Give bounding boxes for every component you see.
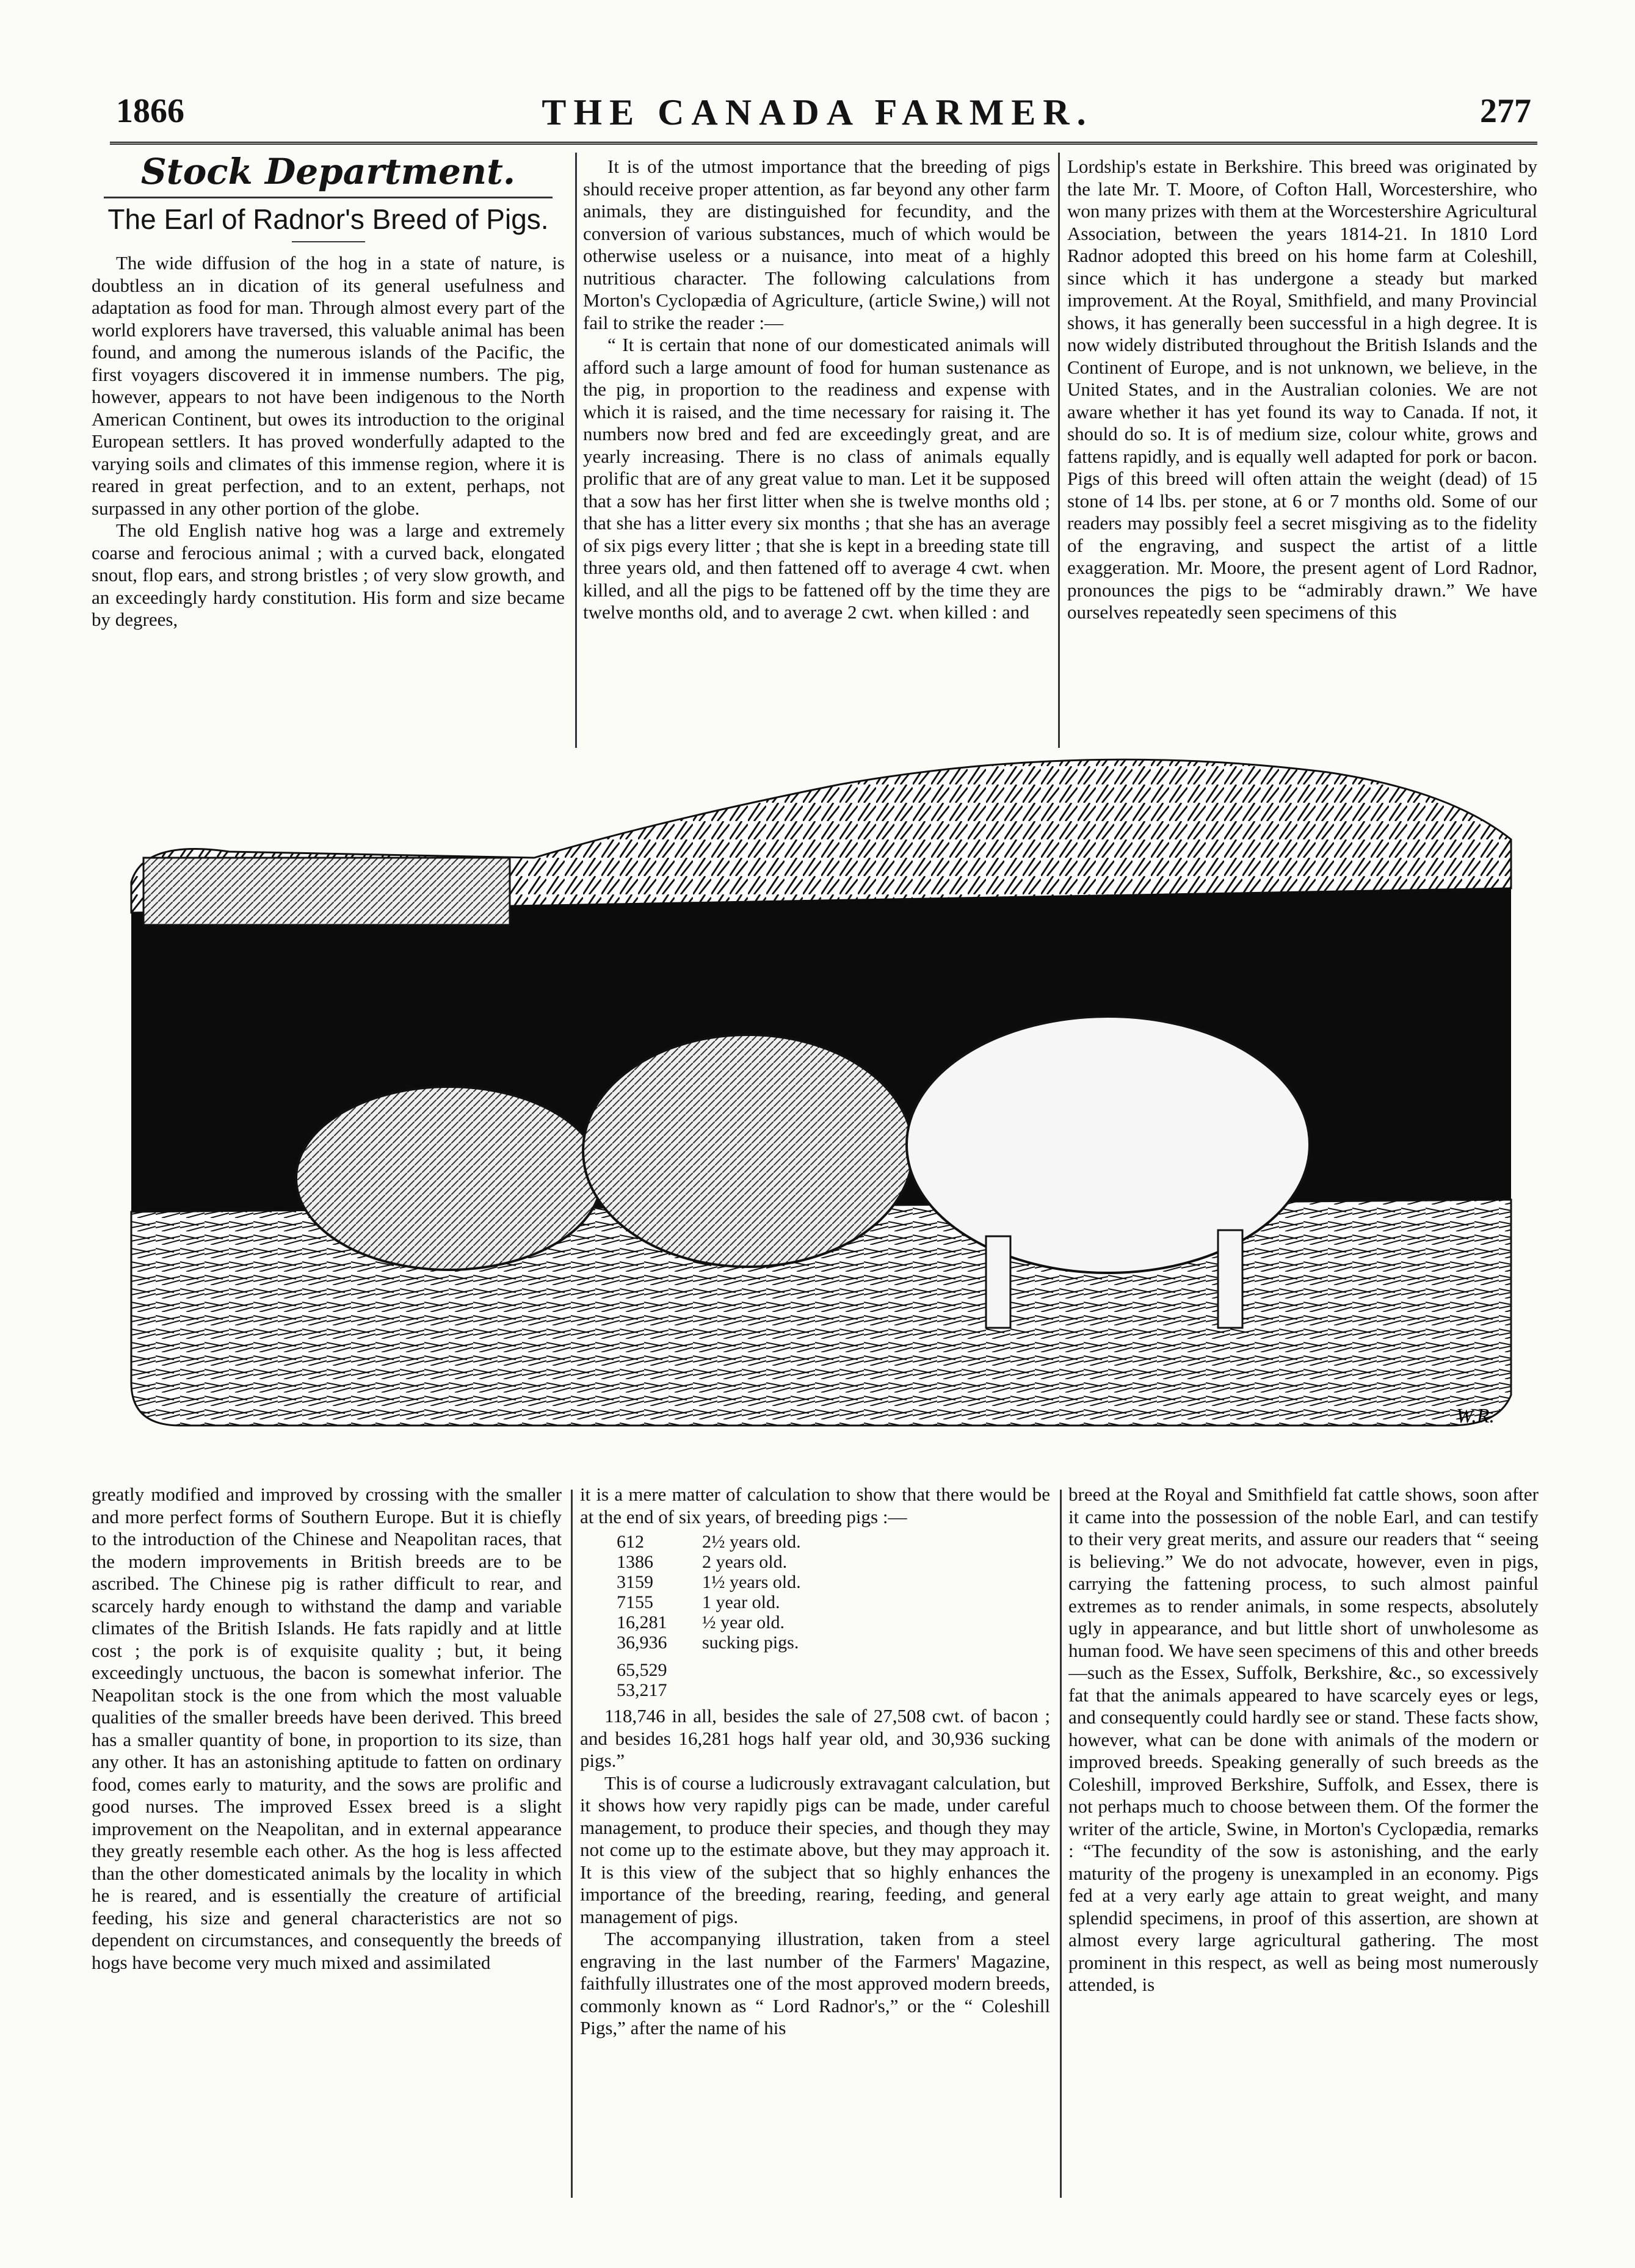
table-count: 16,281 xyxy=(617,1612,667,1632)
column-6 xyxy=(1068,1484,1539,2204)
column-1 xyxy=(92,156,565,751)
table-age: 1½ years old. xyxy=(702,1572,801,1592)
column-4 xyxy=(92,1484,562,2204)
table-row xyxy=(617,1552,1050,1572)
masthead-title: THE CANADA FARMER. xyxy=(542,92,1093,132)
table-count: 3159 xyxy=(617,1572,653,1592)
pig-right xyxy=(907,1016,1310,1273)
paragraph: This is of course a ludicrously extravagant calculation, but it shows how very rapidly pigs can be made, under careful management, to produce their species, and though they may not come up to the estimate above, but they may approach it. It is this view of the subject that so highly enhances the importance of the breeding, rearing, feeding, and general management of pigs. xyxy=(580,1772,1050,1927)
table-sum: 65,529 xyxy=(617,1660,667,1680)
paragraph: It is of the utmost importance that the breeding of pigs should receive proper attention, as far beyond any other farm animals, they are distinguished for fecundity, and the conversion of various substances, much of which would be otherwise useless or a nuisance, into meat of a highly nutritious character. The following calculations from Morton's Cyclopædia of Agriculture, (article Swine,) will not fail to strike the reader :— xyxy=(583,156,1050,333)
table-count: 1386 xyxy=(617,1552,653,1572)
paragraph: The accompanying illustration, taken from a steel engraving in the last number of the Farmers' Magazine, faithfully illustrates one of the most approved modern breeds, commonly known as “ Lord Radnor's,” or the “ Coleshill Pigs,” after the name of his xyxy=(580,1928,1050,2038)
table-age: ½ year old. xyxy=(702,1612,785,1632)
table-row xyxy=(617,1592,1050,1612)
paragraph: breed at the Royal and Smithfield fat cattle shows, soon after it came into the possession of the noble Earl, and can testify to their very great merits, and assure our readers that “ seeing is believing.” We do not advocate, however, even in pigs, carrying the fattening process, to such almost painful extremes as to render animals, in some respects, absolutely ugly in appearance, and but little short of unwholesome as human food. We have seen specimens of this and other breeds—such as the Essex, Suffolk, Berkshire, &c., so excessively fat that the animals appeared to have scarcely eyes or legs, and consequently could hardly see or stand. These facts show, however, what can be done with animals of the modern or improved breeds. Speaking generally of such breeds as the Coleshill, improved Berkshire, Suffolk, and Essex, there is not perhaps much to choose between them. Of the former the writer of the article, Swine, in Morton's Cyclopædia, remarks : “The fecundity of the sow is astonishing, and the early maturity of the progeny is unexampled in an economy. Pigs fed at a very early age attain to great weight, and many splendid specimens, in proof of this assertion, are shown at almost every large agricultural gathering. The most prominent in this respect, as well as being most numerously attended, is xyxy=(1068,1484,1539,1995)
table-age: sucking pigs. xyxy=(702,1632,799,1653)
paragraph: The wide diffusion of the hog in a state of nature, is doubtless an in dication of its general usefulness and adaptation as food for man. Through almost every part of the world explorers have traversed, this valuable animal has been found, and among the numerous islands of the Pacific, the first voyagers discovered it in immense numbers. The pig, however, appears to not have been indigenous to the North American Continent, but owes its introduction to the original European settlers. It has proved wonderfully adapted to the varying soils and climates of this immense region, where it is reared in great perfection, and to an extent, perhaps, not surpassed in any other portion of the globe. xyxy=(92,252,565,519)
engraver-signature: W.R. xyxy=(1456,1405,1495,1427)
table-age: 1 year old. xyxy=(702,1592,780,1612)
paragraph: greatly modified and improved by crossing with the smaller and more perfect forms of Southern Europe. But it is chiefly to the introduction of the Chinese and Neapolitan races, that the modern improvements in British breeds are to be ascribed. The Chinese pig is rather difficult to rear, and scarcely hardy enough to withstand the damp and variable climates of the British Islands. He fats rapidly and at little cost ; the pork is of exquisite quality ; but, it being exceedingly unctuous, the bacon is somewhat inferior. The Neapolitan stock is the one from which the most valuable qualities of the smaller breeds have been derived. This breed has a smaller quantity of bone, in proportion to its size, than any other. It has an astonishing aptitude to fatten on ordinary food, comes early to maturity, and the sows are prolific and good nurses. The improved Essex breed is a slight improvement on the Neapolitan, and in external appearance they greatly resemble each other. As the hog is less affected than the other domesticated animals by the locality in which he is reared, and is essentially the creature of artificial feeding, his size and general characteristics are not so dependent on circumstances, and consequently the breeds of hogs have become very much mixed and assimilated xyxy=(92,1484,562,1973)
page-number: 277 xyxy=(1480,92,1531,130)
table-sum: 53,217 xyxy=(617,1680,667,1700)
breeding-table xyxy=(617,1532,1050,1700)
pig-middle xyxy=(583,1035,913,1267)
pig-left xyxy=(296,1087,601,1270)
table-age: 2 years old. xyxy=(702,1552,788,1572)
title-rule xyxy=(292,241,365,242)
paragraph: Lordship's estate in Berkshire. This breed was originated by the late Mr. T. Moore, of Cofton Hall, Worcestershire, who won many prizes with them at the Worcestershire Agricultural Association, between the years 1814-21. In 1810 Lord Radnor adopted this breed on his home farm at Coleshill, since which it has undergone a steady but marked improvement. At the Royal, Smithfield, and many Provincial shows, it has generally been successful in a high degree. It is now widely distributed throughout the British Islands and the Continent of Europe, and is not unknown, we believe, in the United States, and in the Australian colonies. We are not aware whether it has yet found its way to Canada. If not, it should do so. It is of medium size, colour white, grows and fattens rapidly, and is equally well adapted for pork or bacon. Pigs of this breed will often attain the weight (dead) of 15 stone of 14 lbs. per stone, at 6 or 7 months old. Some of our readers may possibly feel a secret misgiving as to the fidelity of the engraving, and suspect the artist of a little exaggeration. Mr. Moore, the present agent of Lord Radnor, pronounces the pigs to be “admirably drawn.” We have ourselves repeatedly seen specimens of this xyxy=(1067,156,1537,623)
header-rule xyxy=(110,142,1537,145)
pig-engraving xyxy=(107,748,1529,1432)
page-header xyxy=(98,92,1537,147)
header-year: 1866 xyxy=(116,92,184,130)
column-5 xyxy=(580,1484,1050,2204)
quote-paragraph: “ It is certain that none of our domesticated animals will afford such a large amount of food for human sustenance as the pig, in proportion to the readiness and expense with which it is raised, and the time necessary for raising it. The numbers now bred and fed are exceedingly great, and are yearly increasing. There is no class of animals equally prolific that are of any great value to man. Let it be supposed that a sow has her first litter when she is twelve months old ; that she has a litter every six months ; that she has an average of six pigs every litter ; that she is kept in a breeding state till three years old, and then fattened off to average 4 cwt. when killed, and all the pigs to be fattened off by the time they are twelve months old, and to average 2 cwt. when killed : and xyxy=(583,334,1050,623)
table-age: 2½ years old. xyxy=(702,1532,801,1552)
column-3 xyxy=(1067,156,1537,751)
fence xyxy=(143,858,510,925)
column-divider xyxy=(575,153,577,748)
column-divider xyxy=(1060,1490,1062,2198)
article-title: The Earl of Radnor's Breed of Pigs. xyxy=(107,203,549,235)
table-count: 7155 xyxy=(617,1592,653,1612)
paragraph: it is a mere matter of calculation to show that there would be at the end of six years, of breeding pigs :— xyxy=(580,1484,1050,1527)
column-divider xyxy=(571,1490,573,2198)
pig-legs xyxy=(1218,1230,1242,1328)
table-count: 36,936 xyxy=(617,1632,667,1653)
paragraph: 118,746 in all, besides the sale of 27,508 cwt. of bacon ; and besides 16,281 hogs half year old, and 30,936 sucking pigs.” xyxy=(580,1705,1050,1771)
table-row xyxy=(617,1632,1050,1653)
paragraph: The old English native hog was a large and extremely coarse and ferocious animal ; with a curved back, elongated snout, flop ears, and strong bristles ; of very slow growth, and an exceedingly hardy constitution. His form and size became by degrees, xyxy=(92,520,565,630)
pig-legs xyxy=(986,1236,1010,1328)
column-divider xyxy=(1058,153,1060,748)
department-heading: Stock Department. xyxy=(140,156,516,192)
table-row xyxy=(617,1572,1050,1592)
table-count: 612 xyxy=(617,1532,644,1552)
table-row xyxy=(617,1532,1050,1552)
column-2 xyxy=(583,156,1050,751)
table-row xyxy=(617,1612,1050,1632)
section-rule xyxy=(104,197,553,198)
